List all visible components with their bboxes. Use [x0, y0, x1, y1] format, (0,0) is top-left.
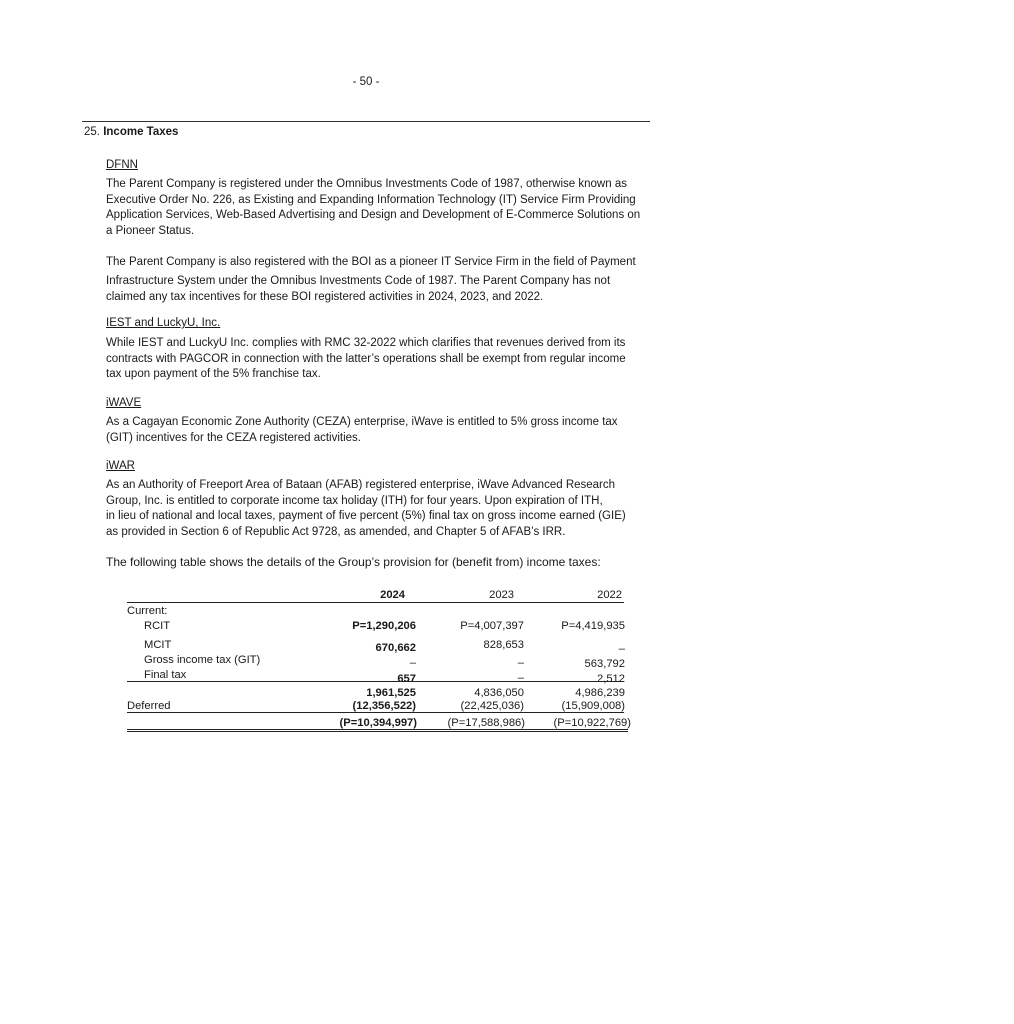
total-double-underline-bottom — [127, 731, 628, 732]
iwave-heading-block — [106, 396, 672, 412]
text-line: in lieu of national and local taxes, payment of five percent (5%) final tax on gross income earned (GIE) — [106, 510, 626, 522]
row-label: Final tax — [144, 669, 187, 681]
text-line: As a Cagayan Economic Zone Authority (CEZA) enterprise, iWave is entitled to 5% gross income tax — [106, 416, 618, 428]
table-row — [127, 619, 631, 638]
table-row — [127, 638, 631, 653]
current-label: Current: — [127, 605, 168, 617]
value-2024: 670,662 — [375, 642, 416, 654]
text-line: as provided in Section 6 of Republic Act 9728, as amended, and Chapter 5 of AFAB’s IRR. — [106, 525, 566, 538]
header-year-2022: 2022 — [597, 589, 622, 601]
iwar-paragraph — [106, 478, 672, 540]
text-line: tax upon payment of the 5% franchise tax. — [106, 368, 321, 380]
value-2024: P=1,290,206 — [352, 620, 416, 632]
subtotal-2024: 1,961,525 — [366, 687, 416, 699]
section-title — [84, 125, 178, 141]
subtotal-row — [127, 687, 631, 700]
text-line: a Pioneer Status. — [106, 224, 195, 237]
total-2024: (P=10,394,997) — [339, 717, 417, 729]
deferred-label: Deferred — [127, 700, 171, 712]
deferred-underline — [127, 712, 624, 713]
dfnn-paragraph-1 — [106, 177, 672, 239]
row-label: Gross income tax (GIT) — [144, 654, 261, 666]
iest-heading-block — [106, 316, 672, 332]
text-line: Group, Inc. is entitled to corporate income tax holiday (ITH) for four years. Upon expiration of ITH, — [106, 494, 603, 507]
header-year-2023: 2023 — [489, 589, 514, 601]
text-line: (GIT) incentives for the CEZA registered activities. — [106, 431, 362, 444]
text-line: Application Services, Web-Based Advertising and Design and Development of E-Commerce Solutions on — [106, 209, 641, 221]
value-2022: – — [618, 643, 625, 655]
section-title-text: Income Taxes — [103, 126, 179, 138]
subtotal-2022: 4,986,239 — [575, 687, 625, 699]
text-line: Infrastructure System under the Omnibus Investments Code of 1987. The Parent Company has not — [106, 274, 611, 287]
text-line: As an Authority of Freeport Area of Bataan (AFAB) registered enterprise, iWave Advanced Research — [106, 479, 616, 491]
text-line: contracts with PAGCOR in connection with the latter’s operations shall be exempt from regular income — [106, 352, 626, 365]
table-row — [127, 604, 631, 619]
subtotal-2023: 4,836,050 — [474, 687, 524, 699]
text-line: claimed any tax incentives for these BOI registered activities in 2024, 2023, and 2022. — [106, 290, 544, 303]
iwar-heading: iWAR — [106, 460, 135, 472]
value-2023: P=4,007,397 — [460, 620, 524, 632]
value-2022: 563,792 — [584, 658, 625, 670]
dfnn-heading: DFNN — [106, 159, 138, 171]
deferred-2022: (15,909,008) — [561, 700, 625, 712]
table-row — [127, 653, 631, 668]
value-2023: – — [517, 672, 524, 684]
iwave-heading: iWAVE — [106, 397, 142, 409]
value-2022: P=4,419,935 — [561, 620, 625, 632]
total-2022: (P=10,922,769) — [553, 717, 631, 729]
table-intro: The following table shows the details of the Group’s provision for (benefit from) income taxes: — [106, 555, 601, 569]
deferred-2023: (22,425,036) — [460, 700, 524, 712]
page-number: - 50 - — [352, 76, 380, 88]
row-label: MCIT — [144, 639, 172, 651]
iest-paragraph — [106, 336, 672, 383]
value-2023: 828,653 — [483, 639, 524, 651]
iest-heading: IEST and LuckyU, Inc. — [106, 317, 221, 329]
value-2024: – — [409, 657, 416, 669]
iwar-heading-block — [106, 459, 672, 475]
dfnn-paragraph-2 — [106, 253, 672, 305]
text-line: The Parent Company is also registered with the BOI as a pioneer IT Service Firm in the field of Payment — [106, 256, 636, 268]
total-double-underline-top — [127, 729, 628, 730]
value-2024: 657 — [397, 673, 416, 685]
dfnn-heading-block — [106, 158, 672, 174]
header-rule — [82, 121, 650, 122]
income-tax-table — [127, 588, 631, 732]
section-number: 25. — [84, 126, 100, 138]
current-subtotal-rule — [127, 681, 624, 682]
value-2023: – — [517, 657, 524, 669]
total-2023: (P=17,588,986) — [447, 717, 525, 729]
iwave-paragraph — [106, 415, 672, 446]
row-label: RCIT — [144, 620, 171, 632]
table-header-row — [127, 588, 631, 602]
header-underline — [127, 602, 624, 603]
header-year-2024: 2024 — [380, 589, 405, 601]
text-line: The Parent Company is registered under the Omnibus Investments Code of 1987, otherwise known as — [106, 178, 627, 190]
text-line: While IEST and LuckyU Inc. complies with RMC 32-2022 which clarifies that revenues derived from its — [106, 337, 626, 349]
text-line: Executive Order No. 226, as Existing and Expanding Information Technology (IT) Service Firm Providing — [106, 193, 636, 206]
deferred-2024: (12,356,522) — [352, 700, 416, 712]
value-2022: 2,512 — [597, 673, 625, 685]
